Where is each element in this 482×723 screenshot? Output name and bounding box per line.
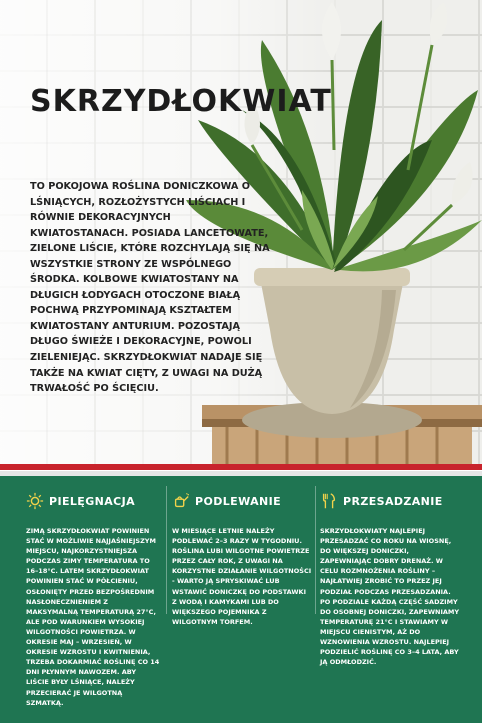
column-divider: [166, 486, 167, 614]
watering-can-icon: [172, 492, 190, 510]
column-title: PRZESADZANIE: [343, 494, 443, 508]
red-divider-stripe: [0, 464, 482, 476]
flower-pot: [254, 268, 410, 414]
column-title: PODLEWANIE: [195, 494, 282, 508]
column-header: [26, 488, 161, 514]
care-column-podlewanie: [172, 488, 312, 627]
column-title: PIELĘGNACJA: [49, 494, 136, 508]
column-text: ZIMĄ SKRZYDŁOKWIAT POWINIEN STAĆ W MOŻLIWIE NAJJAŚNIEJSZYM MIEJSCU, NAJKORZYSTNIEJSZA PODCZAS ZIMY TEMPERATURA TO 16–18°C. LATEM SKRZYDŁOKWIAT POWINIEN STAĆ W PÓŁCIENIU, OSŁONIĘTY PRZED BEZPOŚREDNIM NASŁONECZNIENIEM Z MAKSYMALNĄ TEMPERATURĄ 27°C, ALE POD WARUNKIEM WYSOKIEJ WILGOTNOŚCI POWIETRZA. W OKRESIE MAJ – WRZESIEŃ, W OKRESIE WZROSTU I KWITNIENIA, TRZEBA DOKARMIAĆ ROŚLINĘ CO 14 DNI PŁYNNYM NAWOZEM. ABY LIŚCIE BYŁY LŚNIĄCE, NALEŻY PRZECIERAĆ JE WILGOTNĄ SZMATKĄ.: [26, 527, 160, 707]
intro-description: TO POKOJOWA ROŚLINA DONICZKOWA O LŚNIĄCYCH, ROZŁOŻYSTYCH LIŚCIACH I RÓWNIE DEKORACYJNYCH KWIATOSTANACH. POSIADA LANCETOWATE, ZIELONE LIŚCIE, KTÓRE ROZCHYLAJĄ SIĘ NA WSZYSTKIE STRONY ZE WSPÓLNEGO ŚRODKA. KOLBOWE KWIATOSTANY NA DŁUGICH ŁODYGACH OTOCZONE BIAŁĄ POCHWĄ PRZYPOMINAJĄ KSZTAŁTEM KWIATOSTANY ANTURIUM. POZOSTAJĄ DŁUGO ŚWIEŻE I DEKORACYJNE, POWOLI ZIELENIEJĄC. SKRZYDŁOKWIAT NADAJE SIĘ TAKŻE NA KWIAT CIĘTY, Z UWAGI NA DUŻĄ TRWAŁOŚĆ PO ŚCIĘCIU.: [30, 181, 270, 395]
column-text: SKRZYDŁOKWIATY NAJLEPIEJ PRZESADZAĆ CO ROKU NA WIOSNĘ, DO WIĘKSZEJ DONICZKI, ZAPEWNIAJĄC DOBRY DRENAŻ. W CELU ROZMNOŻENIA ROŚLINY – NAJŁATWIEJ ZROBIĆ TO PRZEZ JEJ PODZIAŁ PODCZAS PRZESADZANIA. PO PODZIALE KAŻDĄ CZĘŚĆ SADZIMY DO OSOBNEJ DONICZKI, ZAPEWNIAMY TEMPERATURĘ 21°C I STAWIAMY W MIEJSCU CIENISTYM, AŻ DO WZNOWIENIA WZROSTU. NAJLEPIEJ PODZIELIĆ ROŚLINĘ CO 3–4 LATA, ABY JĄ ODMŁODZIĆ.: [320, 527, 460, 667]
page-title: SKRZYDŁOKWIAT: [30, 84, 332, 119]
column-text: W MIESIĄCE LETNIE NALEŻY PODLEWAĆ 2–3 RAZY W TYGODNIU. ROŚLINA LUBI WILGOTNE POWIETRZE PRZEZ CAŁY ROK, Z UWAGI NA KORZYSTNE DZIAŁANIE WILGOTNOŚCI - WARTO JĄ SPRYSKIWAĆ LUB WSTAWIĆ DONICZKĘ DO PODSTAWKI Z WODĄ I KAMYKAMI LUB DO WIĘKSZEGO POJEMNIKA Z WILGOTNYM TORFEM.: [172, 527, 312, 626]
garden-tools-icon: [320, 492, 338, 510]
column-header: [172, 488, 312, 514]
care-panel: [0, 476, 482, 723]
care-column-przesadzanie: [320, 488, 460, 667]
column-divider: [315, 486, 316, 614]
column-header: [320, 488, 460, 514]
sun-icon: [26, 492, 44, 510]
care-column-pielegnacja: [26, 488, 161, 708]
